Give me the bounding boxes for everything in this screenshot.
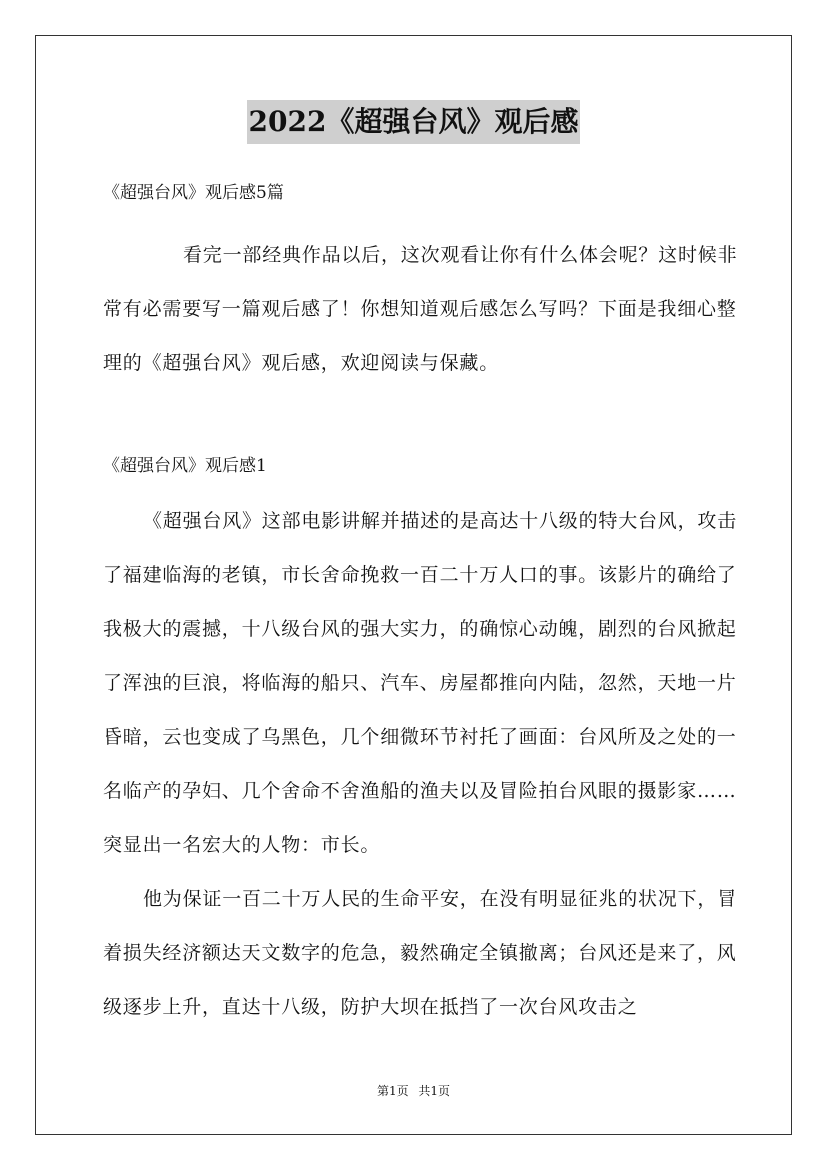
document-title: 2022《超强台风》观后感 [247, 100, 581, 144]
page-total: 共1页 [418, 1084, 451, 1098]
body-paragraph: 《超强台风》这部电影讲解并描述的是高达十八级的特大台风，攻击了福建临海的老镇，市长舍命挽救一百二十万人口的事。该影片的确给了我极大的震撼，十八级台风的强大实力，的确惊心动魄，剧烈的台风掀起了浑浊的巨浪，将临海的船只、汽车、房屋都推向内陆，忽然，天地一片昏暗，云也变成了乌黑色，几个细微环节衬托了画面：台风所及之处的一名临产的孕妇、几个舍命不舍渔船的渔夫以及冒险拍台风眼的摄影家……突显出一名宏大的人物：市长。 [103, 510, 738, 856]
title-container [0, 100, 827, 144]
body-paragraph: 他为保证一百二十万人民的生命平安，在没有明显征兆的状况下，冒着损失经济额达天文数字的危急，毅然确定全镇撤离；台风还是来了，风级逐步上升，直达十八级，防护大坝在抵挡了一次台风攻击之 [103, 888, 738, 1018]
page-footer [0, 1083, 827, 1099]
intro-paragraph: 看完一部经典作品以后，这次观看让你有什么体会呢？这时候非常有必需要写一篇观后感了！你想知道观后感怎么写吗？下面是我细心整理的《超强台风》观后感，欢迎阅读与保藏。 [103, 244, 738, 374]
document-subtitle: 《超强台风》观后感5篇 [103, 183, 284, 203]
section-heading: 《超强台风》观后感1 [103, 456, 267, 476]
page-number: 第1页 [376, 1084, 409, 1098]
